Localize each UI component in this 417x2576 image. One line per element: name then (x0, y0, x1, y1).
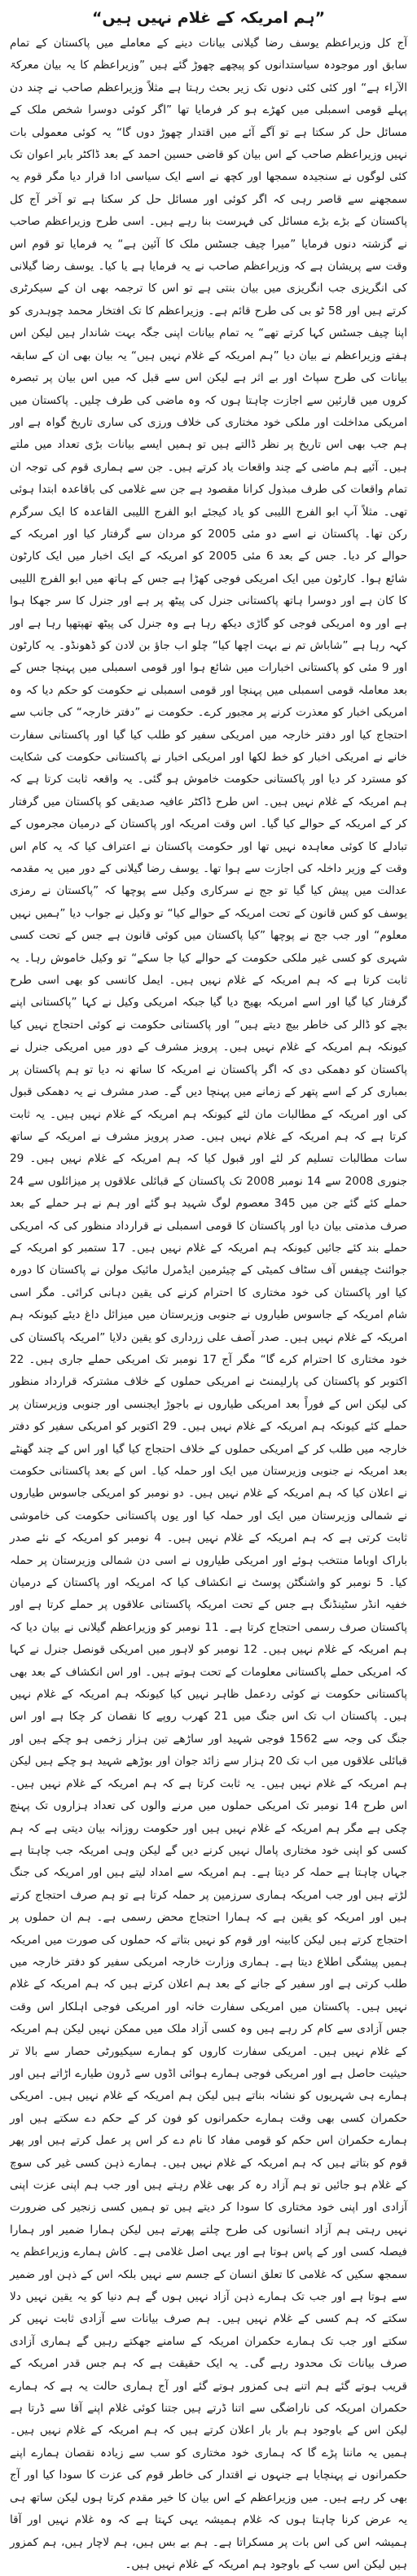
article-text: آج کل وزیراعظم یوسف رضا گیلانی بیانات دینے کے معاملے میں پاکستان کے تمام سابق اور موجودہ سیاستدانوں کو پیچھے چھوڑ گئے ہیں ”وزیراعظم کا یہ بیان معرکۃ الآراء ہے“ اور کئی کئی دنوں تک زیر بحث رہتا ہے مثلاً وزیراعظم صاحب نے چند دن پہلے قومی اسمبلی میں کھڑے ہو کر فرمایا تھا ”اگر کوئی دوسرا شخص ملک کے مسائل حل کر سکتا ہے تو آگے آئے میں اقتدار چھوڑ دوں گا“ یہ کوئی معمولی بات نہیں وزیراعظم صاحب کے اس بیان کو قاضی حسین احمد کے بعد ڈاکٹر بابر اعوان تک کئی لوگوں نے سنجیدہ سمجھا اور کچھ نے اسے ایک سیاسی ادا قرار دیا مگر قوم یہ سمجھنے سے قاصر رہی کہ اگر کوئی اور مسائل حل کر سکتا ہے تو آخر آج کل پاکستان کے بڑے بڑے مسائل کی فہرست بنا رہے ہیں۔ اسی طرح وزیراعظم صاحب نے گزشتہ دنوں فرمایا ”میرا چیف جسٹس ملک کا آئین ہے“ یہ فرمایا تو قوم اس وقت سے پریشان ہے کہ وزیراعظم صاحب نے یہ فرمایا ہے یا کیا۔ یوسف رضا گیلانی کی انگریزی جب انگریزی میں بیان بنتی ہے تو اس کا ترجمہ بھی ان کے سیکرٹری کرتے ہیں اور 58 ٹو بی کی طرح قائم ہے۔ وزیراعظم کا تک افتخار محمد چوہدری کو اپنا چیف جسٹس کہا کرتے تھے“ یہ تمام بیانات اپنی جگہ بہت شاندار ہیں لیکن اس ہفتے وزیراعظم نے بیان دیا ”ہم امریکہ کے غلام نہیں ہیں“ یہ بیان بھی ان کے سابقہ بیانات کی طرح سپاٹ اور بے اثر ہے لیکن اس سے قبل کہ میں اس بیان پر تبصرہ کروں میں قارئین سے اجازت چاہتا ہوں کہ وہ ماضی کی طرف چلیں۔ پاکستان میں امریکی مداخلت اور ملکی خود مختاری کی خلاف ورزی کی ساری تاریخ گواہ ہے اور ہم جب بھی اس تاریخ پر نظر ڈالتے ہیں تو ہمیں ایسے بیانات بڑی تعداد میں ملتے ہیں۔ آئیے ہم ماضی کے چند واقعات یاد کرتے ہیں۔ جن سے ہماری قوم کی توجہ ان تمام واقعات کی طرف مبذول کرانا مقصود ہے جن سے غلامی کی باقاعدہ ابتدا ہوئی تھی۔ مثلاً آپ ابو الفرج اللیبی کو یاد کیجئے ابو الفرج اللیبی القاعدہ کا ایک سرگرم رکن تھا۔ پاکستان نے اسے دو مئی 2005 کو مردان سے گرفتار کیا اور امریکہ کے حوالے کر دیا۔ جس کے بعد 6 مئی 2005 کو امریکہ کے ایک اخبار میں ایک کارٹون شائع ہوا۔ کارٹون میں ایک امریکی فوجی کھڑا ہے جس کے ہاتھ میں ابو الفرج اللیبی کا کان ہے اور دوسرا ہاتھ پاکستانی جنرل کی پیٹھ پر ہے اور جنرل کا سر جھکا ہوا ہے اور وہ امریکی فوجی کو گاڑی دیکھ رہا ہے وہ جنرل کی پیٹھ تھپتھپا رہا ہے اور کہہ رہا ہے ”شاباش تم نے بہت اچھا کیا“ چلو اب جاؤ بن لادن کو ڈھونڈو۔ یہ کارٹون اور 9 مئی کو پاکستانی اخبارات میں شائع ہوا اور قومی اسمبلی میں پہنچا جس کے بعد معاملہ قومی اسمبلی میں پہنچا اور قومی اسمبلی نے حکومت کو حکم دیا کہ وہ امریکی اخبار کو معذرت کرنے پر مجبور کرے۔ حکومت نے ”دفتر خارجہ“ کی جانب سے احتجاج کیا اور دفتر خارجہ میں امریکی سفیر کو طلب کیا گیا اور پاکستانی سفارت خانے نے امریکی اخبار کو خط لکھا اور امریکی اخبار نے پاکستانی حکومت کی شکایت کو مسترد کر دیا اور پاکستانی حکومت خاموش ہو گئی۔ یہ واقعہ ثابت کرتا ہے کہ ہم امریکہ کے غلام نہیں ہیں۔ اس طرح ڈاکٹر عافیہ صدیقی کو پاکستان میں گرفتار کر کے امریکہ کے حوالے کیا گیا۔ اس وقت امریکہ اور پاکستان کے درمیان مجرموں کے تبادلے کا کوئی معاہدہ نہیں تھا اور حکومت پاکستان نے اعتراف کیا کہ یہ کام اس وقت کے وزیر داخلہ کی اجازت سے ہوا تھا۔ یوسف رضا گیلانی کے دور میں یہ مقدمہ عدالت میں پیش کیا گیا تو جج نے سرکاری وکیل سے پوچھا کہ ”پاکستان نے رمزی یوسف کو کس قانون کے تحت امریکہ کے حوالے کیا“ تو وکیل نے جواب دیا ”ہمیں نہیں معلوم“ اور جب جج نے پوچھا ”کیا پاکستان میں کوئی قانون ہے جس کے تحت کسی شہری کو کسی غیر ملکی حکومت کے حوالے کیا جا سکے“ تو وکیل خاموش رہا۔ یہ ثابت کرتا ہے کہ ہم امریکہ کے غلام نہیں ہیں۔ ایمل کانسی کو بھی اسی طرح گرفتار کیا گیا اور اسے امریکہ بھیج دیا گیا جبکہ امریکی وکیل نے کہا ”پاکستانی اپنے بچے کو ڈالر کی خاطر بیچ دیتے ہیں“ اور پاکستانی حکومت نے کوئی احتجاج نہیں کیا کیونکہ ہم امریکہ کے غلام نہیں ہیں۔ پرویز مشرف کے دور میں امریکی جنرل نے پاکستان کو دھمکی دی کہ اگر پاکستان نے امریکہ کا ساتھ نہ دیا تو ہم پاکستان پر بمباری کر کے اسے پتھر کے زمانے میں پہنچا دیں گے۔ صدر مشرف نے یہ دھمکی قبول کی اور امریکہ کے مطالبات مان لئے کیونکہ ہم امریکہ کے غلام نہیں ہیں۔ یہ ثابت کرتا ہے کہ ہم امریکہ کے غلام نہیں ہیں۔ صدر پرویز مشرف نے امریکہ کے ساتھ سات مطالبات تسلیم کر لئے اور قبول کیا کہ ہم امریکہ کے غلام نہیں ہیں۔ 29 جنوری 2008 سے 14 نومبر 2008 تک پاکستان کے قبائلی علاقوں پر میزائلوں سے 24 حملے کئے گئے جن میں 345 معصوم لوگ شہید ہو گئے اور ہم نے ہر حملے کے بعد صرف مذمتی بیان دیا اور پاکستان کا قومی اسمبلی نے قرارداد منظور کی کہ امریکی حملے بند کئے جائیں کیونکہ ہم امریکہ کے غلام نہیں ہیں۔ 17 ستمبر کو امریکہ کے جوائنٹ چیفس آف سٹاف کمیٹی کے چیئرمین ایڈمرل مائیک مولن نے پاکستان کا دورہ کیا اور پاکستان کی خود مختاری کا احترام کرنے کی یقین دہانی کرائی۔ مگر اسی شام امریکہ کے جاسوس طیاروں نے جنوبی وزیرستان میں میزائل داغ دیئے کیونکہ ہم امریکہ کے غلام نہیں ہیں۔ صدر آصف علی زرداری کو یقین دلایا ”امریکہ پاکستان کی خود مختاری کا احترام کرے گا“ مگر آج 17 نومبر تک امریکی حملے جاری ہیں۔ 22 اکتوبر کو پاکستان کی پارلیمنٹ نے امریکی حملوں کے خلاف مشترکہ قرارداد منظور کی لیکن اس کے فوراً بعد امریکی طیاروں نے باجوڑ ایجنسی اور جنوبی وزیرستان پر حملے کئے کیونکہ ہم امریکہ کے غلام نہیں ہیں۔ 29 اکتوبر کو امریکی سفیر کو دفتر خارجہ میں طلب کر کے امریکی حملوں کے خلاف احتجاج کیا گیا اور اس کے چند گھنٹے بعد امریکہ نے جنوبی وزیرستان میں ایک اور حملہ کیا۔ اس کے بعد پاکستانی حکومت نے اعلان کیا کہ ہم امریکہ کے غلام نہیں ہیں۔ دو نومبر کو امریکی جاسوس طیاروں نے شمالی وزیرستان میں ایک اور حملہ کیا اور یوں پاکستانی حکومت کی خاموشی ثابت کرتی ہے کہ ہم امریکہ کے غلام نہیں ہیں۔ 4 نومبر کو امریکہ کے نئے صدر باراک اوباما منتخب ہوئے اور امریکی طیاروں نے اسی دن شمالی وزیرستان پر حملہ کیا۔ 5 نومبر کو واشنگٹن پوسٹ نے انکشاف کیا کہ امریکہ اور پاکستان کے درمیان خفیہ انڈر سٹینڈنگ ہے جس کے تحت امریکہ پاکستانی علاقوں پر حملے کرتا ہے اور پاکستان صرف رسمی احتجاج کرتا ہے۔ 11 نومبر کو وزیراعظم گیلانی نے بیان دیا کہ ہم امریکہ کے غلام نہیں ہیں۔ 12 نومبر کو لاہور میں امریکی قونصل جنرل نے کہا کہ امریکی حملے پاکستانی معلومات کے تحت ہوتے ہیں۔ اور اس انکشاف کے بعد بھی پاکستانی حکومت نے کوئی ردعمل ظاہر نہیں کیا کیونکہ ہم امریکہ کے غلام نہیں ہیں۔ پاکستان اب تک اس جنگ میں 21 کھرب روپے کا نقصان کر چکا ہے اور اس جنگ کی وجہ سے 1562 فوجی شہید اور ساڑھے تین ہزار زخمی ہو چکے ہیں اور قبائلی علاقوں میں اب تک 20 ہزار سے زائد جوان اور بوڑھے شہید ہو چکے ہیں لیکن ہم امریکہ کے غلام نہیں ہیں۔ یہ ثابت کرتا ہے کہ ہم امریکہ کے غلام نہیں ہیں۔ اس طرح 14 نومبر تک امریکی حملوں میں مرنے والوں کی تعداد ہزاروں تک پہنچ چکی ہے مگر ہم امریکہ کے غلام نہیں ہیں اور حکومت روزانہ بیان دیتی ہے کہ ہم کسی کو اپنی خود مختاری پامال نہیں کرنے دیں گے لیکن وہی امریکہ جب چاہتا ہے جہاں چاہتا ہے حملہ کر دیتا ہے۔ ہم امریکہ سے امداد لیتے ہیں اور امریکہ کی جنگ لڑتے ہیں اور جب امریکہ ہماری سرزمین پر حملہ کرتا ہے تو ہم صرف احتجاج کرتے ہیں اور امریکہ کو یقین ہے کہ ہمارا احتجاج محض رسمی ہے۔ ہم ان حملوں پر احتجاج کرتے ہیں لیکن کابینہ اور قوم کو نہیں بتاتے کہ حملوں کی صورت میں امریکہ ہمیں پیشگی اطلاع دیتا ہے۔ ہماری وزارت خارجہ امریکی سفیر کو دفتر خارجہ میں طلب کرتی ہے اور سفیر کے جانے کے بعد ہم اعلان کرتے ہیں کہ ہم امریکہ کے غلام نہیں ہیں۔ پاکستان میں امریکی سفارت خانہ اور امریکی فوجی اہلکار اس وقت جس آزادی سے کام کر رہے ہیں وہ کسی آزاد ملک میں ممکن نہیں لیکن ہم امریکہ کے غلام نہیں ہیں۔ امریکی سفارت کاروں کو ہمارے سیکیورٹی حصار سے بالا تر حیثیت حاصل ہے اور امریکی فوجی ہمارے ہوائی اڈوں سے ڈرون طیارے اڑاتے ہیں اور ہمارے ہی شہریوں کو نشانہ بناتے ہیں لیکن ہم امریکہ کے غلام نہیں ہیں۔ امریکی حکمران کسی بھی وقت ہمارے حکمرانوں کو فون کر کے حکم دے سکتے ہیں اور ہمارے حکمران اس حکم کو قومی مفاد کا نام دے کر اس پر عمل کرتے ہیں اور پھر قوم کو بتاتے ہیں کہ ہم امریکہ کے غلام نہیں ہیں۔ ہمارے ذہن کسی غیر کی سوچ کے غلام ہو جائیں تو ہم آزاد رہ کر بھی غلام رہتے ہیں اور جب ہم اپنی عزت اپنی آزادی اور اپنی خود مختاری کا سودا کر دیتے ہیں تو ہمیں کسی زنجیر کی ضرورت نہیں رہتی ہم آزاد انسانوں کی طرح چلتے پھرتے ہیں لیکن ہمارا ضمیر اور ہمارا فیصلہ کسی اور کے پاس ہوتا ہے اور یہی اصل غلامی ہے۔ کاش ہمارے وزیراعظم یہ سمجھ سکیں کہ غلامی کا تعلق انسان کے جسم سے نہیں بلکہ اس کے ذہن اور ضمیر سے ہوتا ہے اور جب تک ہمارے ذہن آزاد نہیں ہوں گے ہم دنیا کو یہ یقین نہیں دلا سکتے کہ ہم کسی کے غلام نہیں ہیں۔ ہم صرف بیانات سے آزادی ثابت نہیں کر سکتے اور جب تک ہمارے حکمران امریکہ کے سامنے جھکتے رہیں گے ہماری آزادی صرف بیانات تک محدود رہے گی۔ یہ ایک حقیقت ہے کہ ہم جس قدر امریکہ کے قریب ہوتے گئے ہم اتنے ہی کمزور ہوتے گئے اور آج ہماری حالت یہ ہے کہ ہمارے حکمران امریکہ کی ناراضگی سے اتنا ڈرتے ہیں جتنا کوئی غلام اپنے آقا سے ڈرتا ہے لیکن اس کے باوجود ہم بار بار اعلان کرتے ہیں کہ ہم امریکہ کے غلام نہیں ہیں۔ ہمیں یہ ماننا پڑے گا کہ ہماری خود مختاری کو سب سے زیادہ نقصان ہمارے اپنے حکمرانوں نے پہنچایا ہے جنہوں نے اقتدار کی خاطر قوم کی عزت کا سودا کیا اور آج بھی کر رہے ہیں۔ میں وزیراعظم کے اس بیان کا خیر مقدم کرتا ہوں لیکن ساتھ ہی یہ عرض کرنا چاہتا ہوں کہ غلام ہمیشہ یہی کہتا ہے کہ وہ غلام نہیں اور آقا ہمیشہ اس کی اس بات پر مسکراتا ہے۔ ہم بے بس ہیں، ہم لاچار ہیں، ہم کمزور ہیں لیکن اس سب کے باوجود ہم امریکہ کے غلام نہیں ہیں۔ (10, 37, 408, 2571)
article-title: ”ہم امریکہ کے غلام نہیں ہیں“ (91, 9, 326, 27)
article-body (10, 33, 407, 2576)
